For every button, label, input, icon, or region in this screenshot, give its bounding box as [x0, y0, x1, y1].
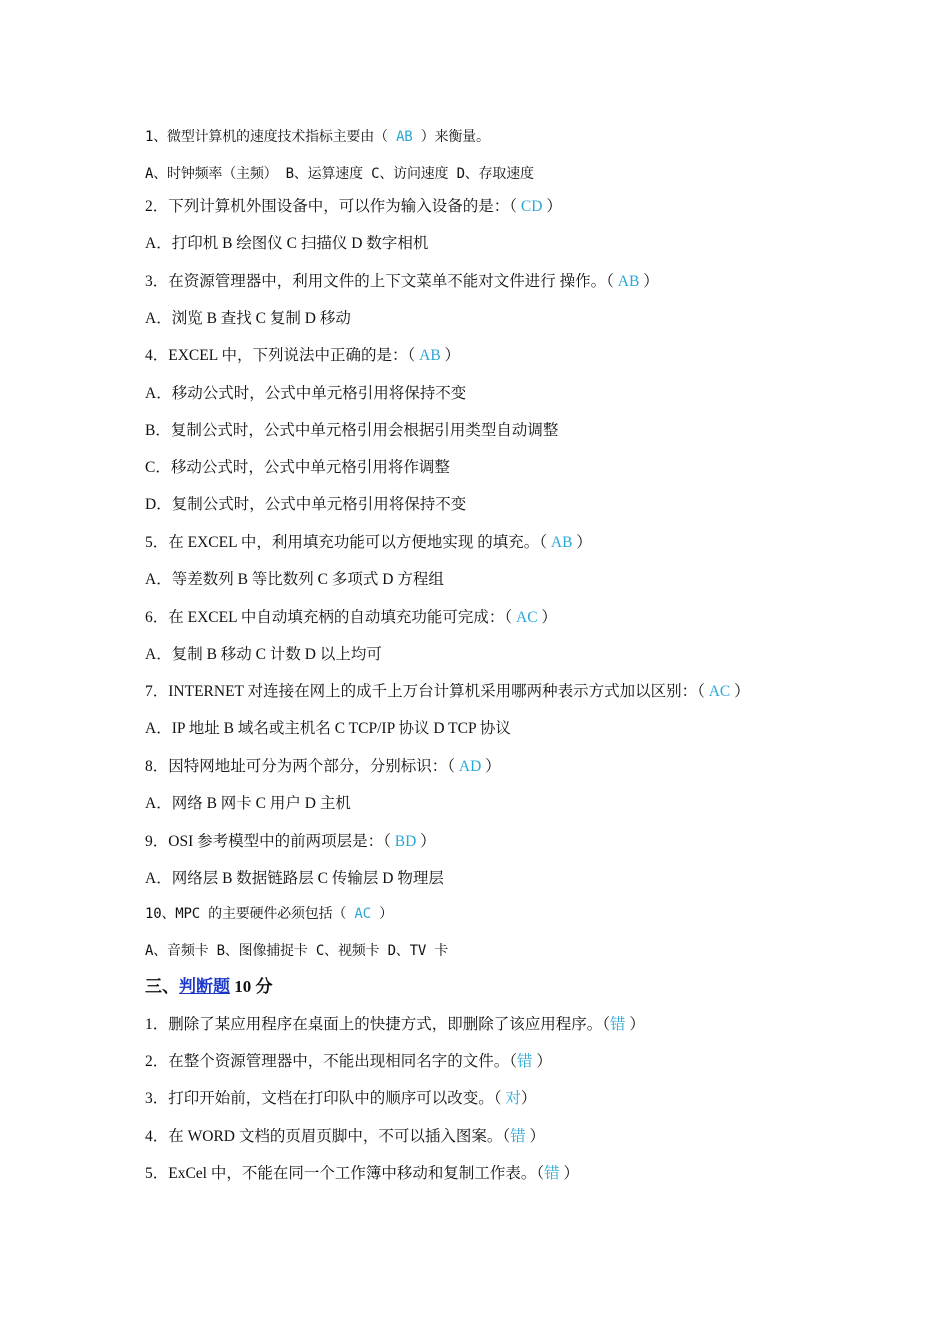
judge-question-1: 1．删除了某应用程序在桌面上的快捷方式，即删除了该应用程序。（错 ）: [145, 1016, 645, 1033]
question-4-option-c: C．移动公式时，公式中单元格引用将作调整: [145, 459, 450, 476]
judge-question-5: 5．ExCel 中，不能在同一个工作簿中移动和复制工作表。（错 ）: [145, 1165, 580, 1182]
question-7-options: A．IP 地址 B 域名或主机名 C TCP/IP 协议 D TCP 协议: [145, 720, 511, 737]
question-6-options: A．复制 B 移动 C 计数 D 以上均可: [145, 646, 382, 663]
answer: BD: [394, 833, 417, 850]
answer: 错: [517, 1053, 533, 1070]
answer: AC: [516, 609, 538, 626]
section-heading: 三、判断题 10 分: [145, 977, 273, 996]
answer: AD: [458, 758, 482, 775]
judge-question-3: 3．打印开始前，文档在打印队中的顺序可以改变。（ 对）: [145, 1090, 537, 1107]
question-4-option-b: B．复制公式时，公式中单元格引用会根据引用类型自动调整: [145, 422, 559, 439]
question-10-options: A、音频卡 B、图像捕捉卡 C、视频卡 D、TV 卡: [145, 943, 449, 959]
question-9-options: A．网络层 B 数据链路层 C 传输层 D 物理层: [145, 870, 444, 887]
answer: AB: [617, 273, 640, 290]
question-9: 9．OSI 参考模型中的前两项层是：（ BD ）: [145, 833, 436, 850]
question-4-option-d: D．复制公式时，公式中单元格引用将保持不变: [145, 496, 467, 513]
question-3-options: A．浏览 B 查找 C 复制 D 移动: [145, 310, 351, 327]
question-4-option-a: A．移动公式时，公式中单元格引用将保持不变: [145, 385, 467, 402]
answer: AB: [550, 534, 573, 551]
question-5-options: A．等差数列 B 等比数列 C 多项式 D 方程组: [145, 571, 444, 588]
question-1-options: A、时钟频率（主频） B、运算速度 C、访问速度 D、存取速度: [145, 166, 534, 182]
answer: 错: [610, 1016, 626, 1033]
judgement-link[interactable]: 判断题: [179, 977, 230, 996]
answer: 错: [510, 1128, 526, 1145]
question-1: 1、微型计算机的速度技术指标主要由（ AB ）来衡量。: [145, 129, 490, 145]
answer: AB: [396, 129, 413, 145]
question-2: 2．下列计算机外围设备中，可以作为输入设备的是：（ CD ）: [145, 198, 562, 215]
question-7: 7．INTERNET 对连接在网上的成千上万台计算机采用哪两种表示方式加以区别：（ AC ）: [145, 683, 750, 700]
question-3: 3．在资源管理器中，利用文件的上下文菜单不能对文件进行 操作。（ AB ）: [145, 273, 659, 290]
question-10: 10、MPC 的主要硬件必须包括（ AC ）: [145, 906, 393, 922]
answer: AC: [708, 683, 731, 700]
answer: AC: [354, 906, 371, 922]
question-2-options: A．打印机 B 绘图仪 C 扫描仪 D 数字相机: [145, 235, 429, 252]
answer: CD: [520, 198, 543, 215]
question-4: 4．EXCEL 中，下列说法中正确的是：（ AB ）: [145, 347, 461, 364]
answer: 错: [544, 1165, 560, 1182]
question-8: 8．因特网地址可分为两个部分，分别标识：（ AD ）: [145, 758, 501, 775]
question-5: 5．在 EXCEL 中，利用填充功能可以方便地实现 的填充。（ AB ）: [145, 534, 592, 551]
answer: 对: [505, 1090, 521, 1107]
question-8-options: A．网络 B 网卡 C 用户 D 主机: [145, 795, 351, 812]
question-6: 6．在 EXCEL 中自动填充柄的自动填充功能可完成：（ AC ）: [145, 609, 557, 626]
judge-question-4: 4．在 WORD 文档的页眉页脚中，不可以插入图案。（错 ）: [145, 1128, 546, 1145]
answer: AB: [419, 347, 441, 364]
judge-question-2: 2．在整个资源管理器中，不能出现相同名字的文件。（错 ）: [145, 1053, 552, 1070]
